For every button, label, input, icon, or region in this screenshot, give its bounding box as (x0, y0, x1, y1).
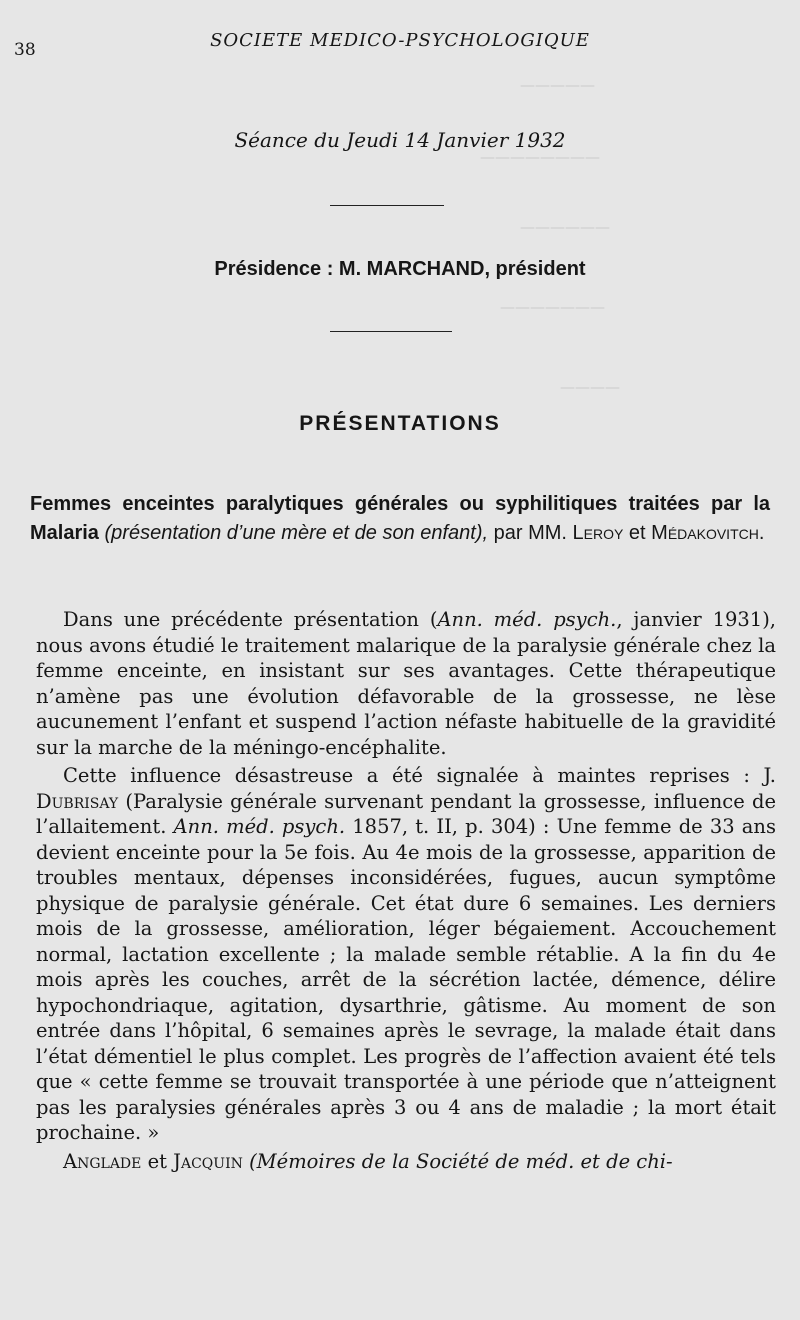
bleed-through-mark: —————— (520, 218, 610, 236)
presidency-line: Présidence : M. MARCHAND, président (214, 258, 586, 280)
paragraph (36, 763, 776, 1146)
bleed-through-mark: ———————— (480, 148, 600, 166)
author-name: Leroy (572, 522, 624, 544)
running-title: SOCIETE MEDICO-PSYCHOLOGIQUE (210, 30, 590, 51)
author-name: Anglade (63, 1149, 142, 1173)
author-name: Jacquin (173, 1149, 243, 1173)
session-date: Séance du Jeudi 14 Janvier 1932 (234, 128, 566, 152)
journal-reference: Ann. méd. psych. (173, 815, 346, 838)
author-name: Médakovitch. (651, 522, 765, 544)
bleed-through-mark: ————— (520, 76, 595, 94)
page-number: 38 (14, 40, 36, 60)
article-title-bold: Femmes enceintes paralytiques générales ou syphilitiques traitées par la Malaria (30, 493, 770, 544)
divider-rule (330, 205, 444, 206)
text-run: Cette influence désastreuse a été signalée à maintes reprises : J. (63, 764, 776, 787)
journal-reference: (Mémoires de la Société de méd. et de chi- (249, 1149, 673, 1173)
article-title-by: par MM. (493, 522, 567, 544)
bleed-through-mark: ———— (560, 378, 620, 396)
page-header (0, 30, 800, 58)
bleed-through-mark: ——————— (500, 298, 605, 316)
divider-rule (330, 331, 452, 332)
journal-reference: Ann. méd. psych. (437, 608, 617, 631)
article-title-italic: (présentation d’une mère et de son enfant), (104, 522, 489, 544)
section-heading: PRÉSENTATIONS (299, 412, 501, 435)
text-run: (Paralysie générale survenant pendant la grossesse, influence de l’allaitement. (36, 789, 776, 838)
text-run: , janvier 1931), nous avons étudié le traitement malarique de la paralysie générale chez la femme enceinte, en insistant sur ses avantages. Cette thérapeutique n’amène pas une évolution défavorable de la grossesse, ne lèse aucunement l’enfant et suspend l’action néfaste habituelle de la gravidité sur la marche de la méningo-encéphalite. (36, 608, 777, 759)
paragraph (36, 1149, 776, 1175)
text-run: et (147, 1149, 167, 1173)
article-title (30, 490, 770, 548)
text-run: 1857, t. II, p. 304) : Une femme de 33 ans devient enceinte pour la 5e fois. Au 4e mois de la grossesse, apparition de troubles mentaux, dépenses inconsidérées, fugues, aucun symptôme physique de paralysie générale. Cet état dure 6 semaines. Les derniers mois de la grossesse, amélioration, léger bégaiement. Accouchement normal, lactation excellente ; la malade semble rétablie. A la fin du 4e mois après les couches, arrêt de la sécrétion lactée, démence, délire hypochondriaque, agitation, dysarthrie, gâtisme. Au moment de son entrée dans l’hôpital, 6 semaines après le sevrage, la malade était dans l’état démentiel le plus complet. Les progrès de l’affection avaient été tels que « cette femme se trouvait transportée à une période que n’atteignent pas les paralysies générales après 3 ou 4 ans de maladie ; la mort était prochaine. » (36, 815, 776, 1144)
body-text (36, 607, 776, 1174)
author-conjunction: et (628, 522, 646, 544)
paragraph (36, 607, 776, 760)
text-run: Dans une précédente présentation ( (63, 608, 438, 631)
author-name: Dubrisay (36, 789, 119, 813)
